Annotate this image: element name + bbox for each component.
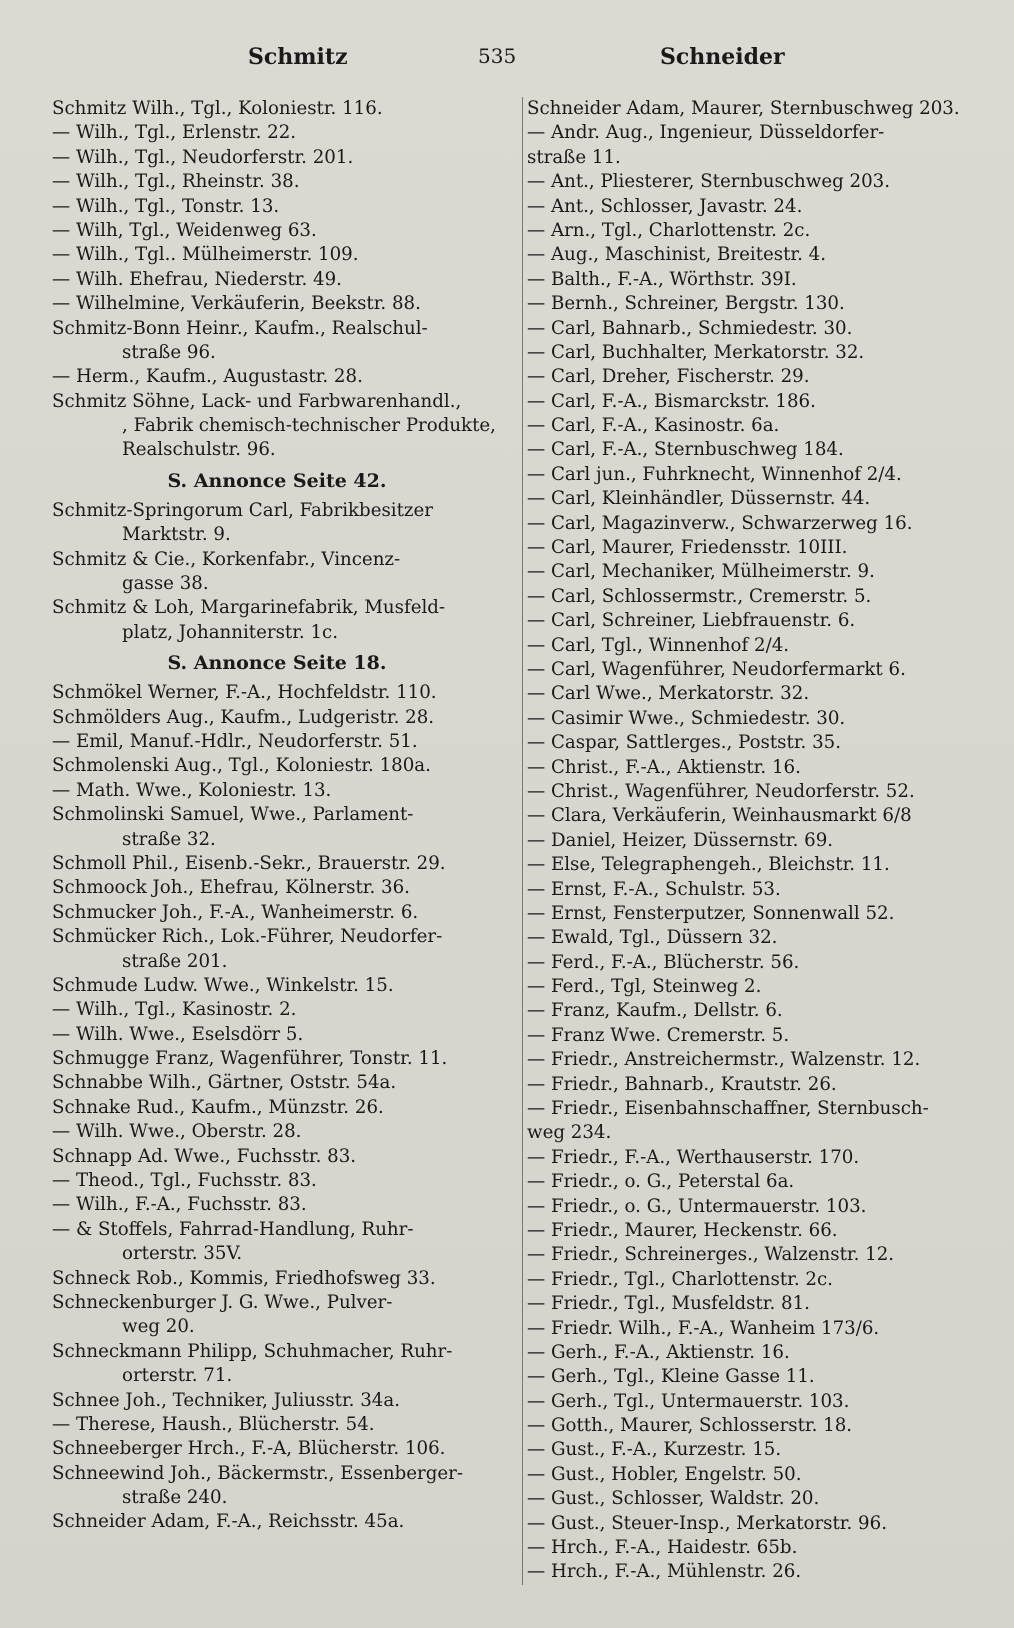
- directory-entry: — & Stoffels, Fahrrad-Handlung, Ruhr-: [52, 1218, 414, 1240]
- directory-entry: — Carl, Mechaniker, Mülheimerstr. 9.: [522, 560, 970, 584]
- directory-entry: — Bernh., Schreiner, Bergstr. 130.: [522, 292, 970, 316]
- directory-entry: Schnapp Ad. Wwe., Fuchsstr. 83.: [52, 1145, 357, 1167]
- directory-entry: — Carl, F.-A., Kasinostr. 6a.: [522, 414, 970, 438]
- directory-entry: — Carl, Tgl., Winnenhof 2/4.: [522, 634, 970, 658]
- directory-entry: Schneider Adam, F.-A., Reichsstr. 45a.: [52, 1511, 405, 1533]
- directory-entry: — Gust., Steuer-Insp., Merkatorstr. 96.: [522, 1512, 970, 1536]
- directory-entry: — Friedr., o. G., Untermauerstr. 103.: [522, 1195, 970, 1219]
- entry-continuation: Realschulstr. 96.: [122, 439, 276, 461]
- directory-entry: — Arn., Tgl., Charlottenstr. 2c.: [522, 219, 970, 243]
- directory-entry: — Carl, Kleinhändler, Düssernstr. 44.: [522, 487, 970, 511]
- directory-entry: — Friedr., Tgl., Charlottenstr. 2c.: [522, 1268, 970, 1292]
- directory-entry: — Gust., Hobler, Engelstr. 50.: [522, 1463, 970, 1487]
- directory-entry: — Wilh., F.-A., Fuchsstr. 83.: [52, 1194, 307, 1216]
- directory-entry: Schmitz & Loh, Margarinefabrik, Musfeld-: [52, 597, 446, 619]
- directory-entry: — Wilh. Wwe., Oberstr. 28.: [52, 1121, 302, 1143]
- directory-entry: — Carl, Schlossermstr., Cremerstr. 5.: [522, 585, 970, 609]
- directory-entry: — Gotth., Maurer, Schlosserstr. 18.: [522, 1414, 970, 1438]
- directory-entry: — Friedr., F.-A., Werthauserstr. 170.: [522, 1146, 970, 1170]
- directory-entry: — Friedr., o. G., Peterstal 6a.: [522, 1170, 970, 1194]
- directory-entry: Schneeberger Hrch., F.-A, Blücherstr. 106.: [52, 1438, 446, 1460]
- directory-entry: — Ferd., F.-A., Blücherstr. 56.: [522, 951, 970, 975]
- entry-continuation: straße 96.: [122, 341, 216, 363]
- directory-entry: Schmoll Phil., Eisenb.-Sekr., Brauerstr. 29.: [52, 852, 446, 874]
- directory-entry: Schmökel Werner, F.-A., Hochfeldstr. 110.: [52, 682, 437, 704]
- directory-entry: Schmugge Franz, Wagenführer, Tonstr. 11.: [52, 1048, 448, 1070]
- directory-entry: — Friedr., Anstreichermstr., Walzenstr. 12.: [522, 1048, 970, 1072]
- directory-entry: Schmücker Rich., Lok.-Führer, Neudorfer-: [52, 926, 443, 948]
- page-number: 535: [478, 44, 517, 68]
- directory-entry: — Carl jun., Fuhrknecht, Winnenhof 2/4.: [522, 463, 970, 487]
- directory-entry: — Daniel, Heizer, Düssernstr. 69.: [522, 829, 970, 853]
- directory-entry: — Friedr., Tgl., Musfeldstr. 81.: [522, 1292, 970, 1316]
- directory-entry: — Franz Wwe. Cremerstr. 5.: [522, 1024, 970, 1048]
- directory-entry: — Ferd., Tgl, Steinweg 2.: [522, 975, 970, 999]
- running-head-right: Schneider: [660, 44, 785, 70]
- directory-entry: — Carl, Bahnarb., Schmiedestr. 30.: [522, 317, 970, 341]
- directory-entry: — Friedr., Schreinerges., Walzenstr. 12.: [522, 1243, 970, 1267]
- directory-entry: Schmolinski Samuel, Wwe., Parlament-: [52, 804, 414, 826]
- directory-entry: — Gerh., F.-A., Aktienstr. 16.: [522, 1341, 970, 1365]
- directory-entry: — Carl, Maurer, Friedensstr. 10III.: [522, 536, 970, 560]
- directory-entry: — Wilh., Tgl., Kasinostr. 2.: [52, 999, 297, 1021]
- directory-entry: — Carl, Dreher, Fischerstr. 29.: [522, 365, 970, 389]
- directory-entry: Schneckenburger J. G. Wwe., Pulver-: [52, 1291, 393, 1313]
- directory-entry: Schmude Ludw. Wwe., Winkelstr. 15.: [52, 974, 394, 996]
- directory-entry: Schneck Rob., Kommis, Friedhofsweg 33.: [52, 1267, 436, 1289]
- directory-entry: Schneewind Joh., Bäckermstr., Essenberger-: [52, 1462, 463, 1484]
- left-column: [52, 97, 502, 1535]
- directory-entry: Schmitz Söhne, Lack- und Farbwarenhandl.,: [52, 390, 462, 412]
- directory-entry: — Gerh., Tgl., Untermauerstr. 103.: [522, 1390, 970, 1414]
- annonce-note: S. Annonce Seite 18.: [167, 652, 387, 675]
- directory-entry: — Carl, F.-A., Sternbuschweg 184.: [522, 438, 970, 462]
- directory-entry: — Hrch., F.-A., Haidestr. 65b.: [522, 1536, 970, 1560]
- directory-entry: — Friedr., Bahnarb., Krautstr. 26.: [522, 1073, 970, 1097]
- directory-entry: Schmucker Joh., F.-A., Wanheimerstr. 6.: [52, 901, 419, 923]
- directory-entry: — Clara, Verkäuferin, Weinhausmarkt 6/8: [522, 804, 970, 828]
- directory-entry: — Carl, Buchhalter, Merkatorstr. 32.: [522, 341, 970, 365]
- entry-continuation: straße 240.: [122, 1487, 228, 1509]
- directory-entry: — Gust., Schlosser, Waldstr. 20.: [522, 1487, 970, 1511]
- entry-continuation: , Fabrik chemisch-technischer Produkte,: [122, 415, 496, 437]
- directory-entry: — Wilh., Tgl., Neudorferstr. 201.: [52, 146, 354, 168]
- entry-continuation: straße 32.: [122, 828, 216, 850]
- directory-entry: — Franz, Kaufm., Dellstr. 6.: [522, 999, 970, 1023]
- directory-entry: — Math. Wwe., Koloniestr. 13.: [52, 779, 332, 801]
- entry-continuation: platz, Johanniterstr. 1c.: [122, 621, 339, 643]
- directory-entry: — Carl Wwe., Merkatorstr. 32.: [522, 682, 970, 706]
- directory-entry: — Carl, Wagenführer, Neudorfermarkt 6.: [522, 658, 970, 682]
- directory-entry: Schmitz Wilh., Tgl., Koloniestr. 116.: [52, 98, 383, 119]
- directory-entry: — Wilh. Ehefrau, Niederstr. 49.: [52, 268, 342, 290]
- directory-entry: Schmolenski Aug., Tgl., Koloniestr. 180a.: [52, 755, 431, 777]
- directory-entry: — Andr. Aug., Ingenieur, Düsseldorfer-: [522, 121, 970, 145]
- directory-entry: — Ernst, Fensterputzer, Sonnenwall 52.: [522, 902, 970, 926]
- directory-entry: — Hrch., F.-A., Mühlenstr. 26.: [522, 1560, 970, 1584]
- directory-entry: Schmitz-Springorum Carl, Fabrikbesitzer: [52, 499, 433, 521]
- directory-entry: — Ernst, F.-A., Schulstr. 53.: [522, 878, 970, 902]
- running-head-left: Schmitz: [248, 44, 348, 70]
- directory-entry: — Wilh., Tgl.. Mülheimerstr. 109.: [52, 244, 359, 266]
- directory-entry: — Wilh., Tgl., Rheinstr. 38.: [52, 171, 300, 193]
- directory-entry: — Carl, Magazinverw., Schwarzerweg 16.: [522, 512, 970, 536]
- directory-entry: Schmitz-Bonn Heinr., Kaufm., Realschul-: [52, 317, 428, 339]
- directory-entry: — Friedr., Maurer, Heckenstr. 66.: [522, 1219, 970, 1243]
- entry-continuation: weg 234.: [522, 1121, 970, 1145]
- directory-entry: — Wilh, Tgl., Weidenweg 63.: [52, 219, 317, 241]
- directory-entry: — Wilh. Wwe., Eselsdörr 5.: [52, 1023, 304, 1045]
- directory-entry: — Gust., F.-A., Kurzestr. 15.: [522, 1438, 970, 1462]
- entry-continuation: weg 20.: [122, 1316, 195, 1338]
- directory-entry: Schneckmann Philipp, Schuhmacher, Ruhr-: [52, 1340, 453, 1362]
- annonce-note: S. Annonce Seite 42.: [167, 469, 387, 492]
- directory-entry: Schnabbe Wilh., Gärtner, Oststr. 54a.: [52, 1072, 397, 1094]
- directory-entry: Schmölders Aug., Kaufm., Ludgeristr. 28.: [52, 706, 435, 728]
- entry-continuation: gasse 38.: [122, 573, 209, 595]
- directory-entry: — Wilhelmine, Verkäuferin, Beekstr. 88.: [52, 293, 421, 315]
- directory-entry: — Wilh., Tgl., Erlenstr. 22.: [52, 122, 297, 144]
- directory-entry: — Ewald, Tgl., Düssern 32.: [522, 926, 970, 950]
- entry-continuation: orterstr. 71.: [122, 1365, 233, 1387]
- directory-entry: — Therese, Haush., Blücherstr. 54.: [52, 1413, 375, 1435]
- directory-entry: Schnee Joh., Techniker, Juliusstr. 34a.: [52, 1389, 400, 1411]
- directory-entry: — Christ., Wagenführer, Neudorferstr. 52.: [522, 780, 970, 804]
- directory-entry: — Friedr., Eisenbahnschaffner, Sternbusch-: [522, 1097, 970, 1121]
- directory-entry: — Aug., Maschinist, Breitestr. 4.: [522, 243, 970, 267]
- directory-entry: — Christ., F.-A., Aktienstr. 16.: [522, 756, 970, 780]
- directory-entry: — Casimir Wwe., Schmiedestr. 30.: [522, 707, 970, 731]
- directory-entry: — Else, Telegraphengeh., Bleichstr. 11.: [522, 853, 970, 877]
- directory-entry: Schnake Rud., Kaufm., Münzstr. 26.: [52, 1096, 384, 1118]
- directory-entry: Schmitz & Cie., Korkenfabr., Vincenz-: [52, 548, 401, 570]
- entry-continuation: orterstr. 35V.: [122, 1243, 243, 1265]
- directory-entry: — Caspar, Sattlerges., Poststr. 35.: [522, 731, 970, 755]
- entry-continuation: straße 201.: [122, 950, 228, 972]
- directory-entry: — Emil, Manuf.-Hdlr., Neudorferstr. 51.: [52, 730, 418, 752]
- directory-entry: Schneider Adam, Maurer, Sternbuschweg 203.: [522, 97, 970, 121]
- directory-entry: — Carl, Schreiner, Liebfrauenstr. 6.: [522, 609, 970, 633]
- directory-entry: — Gerh., Tgl., Kleine Gasse 11.: [522, 1365, 970, 1389]
- directory-entry: — Ant., Schlosser, Javastr. 24.: [522, 195, 970, 219]
- directory-entry: — Carl, F.-A., Bismarckstr. 186.: [522, 390, 970, 414]
- entry-continuation: straße 11.: [522, 146, 970, 170]
- directory-entry: — Theod., Tgl., Fuchsstr. 83.: [52, 1170, 317, 1192]
- directory-entry: — Herm., Kaufm., Augustastr. 28.: [52, 366, 363, 388]
- directory-entry: — Balth., F.-A., Wörthstr. 39I.: [522, 268, 970, 292]
- directory-entry: — Wilh., Tgl., Tonstr. 13.: [52, 195, 280, 217]
- directory-entry: Schmoock Joh., Ehefrau, Kölnerstr. 36.: [52, 877, 410, 899]
- directory-entry: — Friedr. Wilh., F.-A., Wanheim 173/6.: [522, 1317, 970, 1341]
- right-column: [527, 97, 970, 1585]
- entry-continuation: Marktstr. 9.: [122, 524, 231, 546]
- directory-entry: — Ant., Pliesterer, Sternbuschweg 203.: [522, 170, 970, 194]
